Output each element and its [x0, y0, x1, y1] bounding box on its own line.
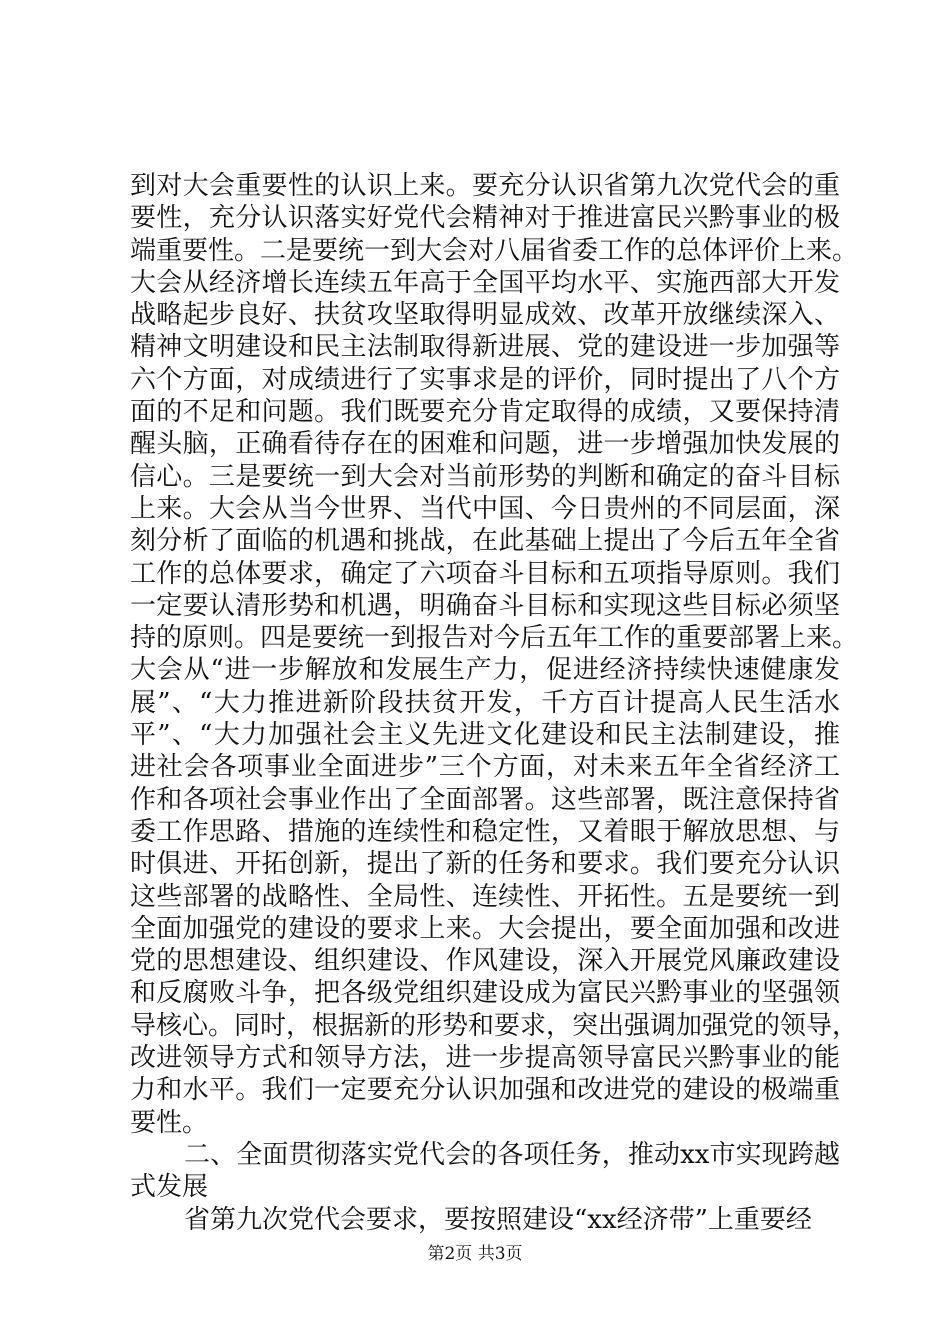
text-line: 刻分析了面临的机遇和挑战，在此基础上提出了今后五年全省 — [130, 526, 840, 557]
body-text — [130, 170, 859, 1236]
text-line: 要性。 — [130, 1107, 209, 1138]
text-line: 力和水平。我们一定要充分认识加强和改进党的建设的极端重 — [130, 1075, 840, 1106]
text-line: 精神文明建设和民主法制取得新进展、党的建设进一步加强等 — [130, 332, 840, 363]
text-line: 时俱进、开拓创新，提出了新的任务和要求。我们要充分认识 — [130, 849, 840, 880]
text-line: 改进领导方式和领导方法，进一步提高领导富民兴黔事业的能 — [130, 1043, 840, 1074]
text-line: 导核心。同时，根据新的形势和要求，突出强调加强党的领导， — [130, 1010, 859, 1041]
text-line: 平”、“大力加强社会主义先进文化建设和民主法制建设，推 — [130, 720, 840, 751]
text-line: 持的原则。四是要统一到报告对今后五年工作的重要部署上来。 — [130, 623, 859, 654]
text-line: 全面加强党的建设的要求上来。大会提出，要全面加强和改进 — [130, 913, 840, 944]
text-line: 大会从经济增长连续五年高于全国平均水平、实施西部大开发 — [130, 267, 840, 298]
text-line: 到对大会重要性的认识上来。要充分认识省第九次党代会的重 — [130, 171, 840, 201]
text-line: 战略起步良好、扶贫攻坚取得明显成效、改革开放继续深入、 — [130, 300, 840, 331]
text-line: 委工作思路、措施的连续性和稳定性，又着眼于解放思想、与 — [130, 816, 840, 847]
text-line: 端重要性。二是要统一到大会对八届省委工作的总体评价上来。 — [130, 235, 859, 266]
text-line: 大会从“进一步解放和发展生产力，促进经济持续快速健康发 — [130, 655, 840, 686]
section-heading-line: 式发展 — [130, 1172, 209, 1203]
text-line: 展”、“大力推进新阶段扶贫开发，千方百计提高人民生活水 — [130, 687, 840, 718]
page-footer: 第2页 共3页 — [427, 1244, 523, 1264]
text-line: 党的思想建设、组织建设、作风建设，深入开展党风廉政建设 — [130, 946, 840, 977]
text-line: 上来。大会从当今世界、当代中国、今日贵州的不同层面，深 — [130, 493, 840, 524]
text-line: 要性，充分认识落实好党代会精神对于推进富民兴黔事业的极 — [130, 203, 840, 234]
text-line: 六个方面，对成绩进行了实事求是的评价，同时提出了八个方 — [130, 364, 840, 395]
text-line: 这些部署的战略性、全局性、连续性、开拓性。五是要统一到 — [130, 881, 840, 912]
section-heading-line: 二、全面贯彻落实党代会的各项任务，推动xx市实现跨越 — [184, 1139, 840, 1170]
text-line: 醒头脑，正确看待存在的困难和问题，进一步增强加快发展的 — [130, 429, 840, 460]
text-line: 作和各项社会事业作出了全面部署。这些部署，既注意保持省 — [130, 784, 840, 815]
text-line: 面的不足和问题。我们既要充分肯定取得的成绩，又要保持清 — [130, 397, 840, 428]
text-line: 进社会各项事业全面进步”三个方面，对未来五年全省经济工 — [130, 752, 840, 783]
text-line: 一定要认清形势和机遇，明确奋斗目标和实现这些目标必须坚 — [130, 590, 840, 621]
text-line: 信心。三是要统一到大会对当前形势的判断和确定的奋斗目标 — [130, 461, 840, 492]
text-line: 省第九次党代会要求，要按照建设“xx经济带”上重要经 — [184, 1204, 812, 1235]
text-line: 工作的总体要求，确定了六项奋斗目标和五项指导原则。我们 — [130, 558, 840, 589]
text-line: 和反腐败斗争，把各级党组织建设成为富民兴黔事业的坚强领 — [130, 978, 840, 1009]
